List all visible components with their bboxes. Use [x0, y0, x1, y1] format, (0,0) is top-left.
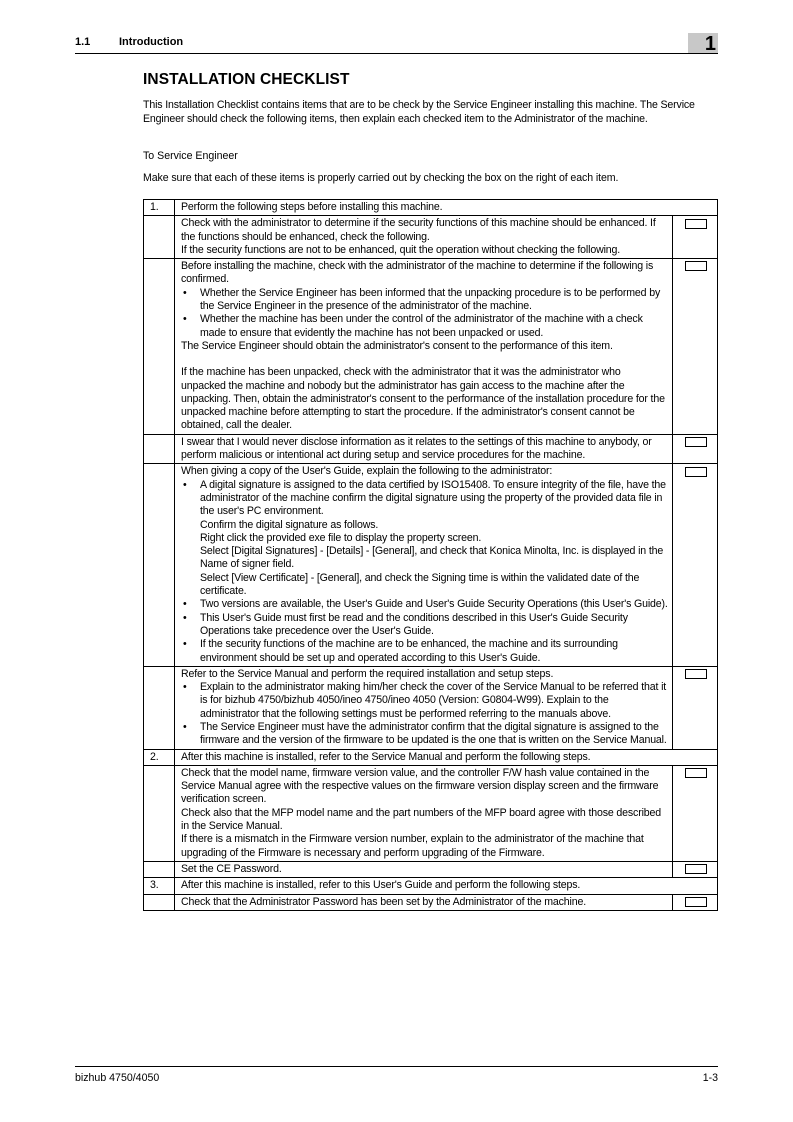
checklist-item-row	[144, 894, 718, 910]
step-number: 3.	[144, 878, 175, 894]
checklist-item-row	[144, 765, 718, 861]
bullet-item	[181, 479, 668, 599]
bullet-line: Select [View Certificate] - [General], and check the Signing time is within the validated date of the certificate.	[200, 571, 640, 598]
step-number: 1.	[144, 200, 175, 216]
checklist-item-row	[144, 861, 718, 877]
item-paragraph: The Service Engineer should obtain the administrator's consent to the performance of this item.	[181, 339, 613, 352]
checkbox-cell	[673, 216, 718, 259]
item-indent-cell	[144, 666, 175, 749]
item-indent-cell	[144, 894, 175, 910]
item-paragraph: If the machine has been unpacked, check with the administrator that it was the administrator who unpacked the machine and nobody but the administrator has gain access to the machine after the unpacking. Then, obtain the administrator's consent to the performance of the installation procedure for the unpacked machine before attempting to start the procedure. If the administrator's consent cannot be obtained, call the dealer.	[181, 366, 665, 432]
item-paragraph: If there is a mismatch in the Firmware version number, explain to the administrator of the machine that upgrading of the Firmware is necessary and perform upgrading of the Firmware.	[181, 833, 644, 859]
bullet-line: • The Service Engineer must have the administrator confirm that the digital signature is assigned to the firmware and the version of the firmware to be updated is the one that is written on the Service Manual.	[200, 720, 667, 747]
step-title: After this machine is installed, refer to the Service Manual and perform the following steps.	[175, 749, 718, 765]
bullet-item	[181, 721, 668, 748]
item-paragraph: Check that the model name, firmware version value, and the controller F/W hash value contained in the Service Manual agree with the respective values on the firmware version display screen and the firmware verification screen.	[181, 766, 659, 806]
checkbox-cell	[673, 894, 718, 910]
checkbox-cell	[673, 861, 718, 877]
check-box[interactable]	[685, 219, 707, 229]
checklist-item-row	[144, 434, 718, 464]
item-paragraph: If the security functions are not to be enhanced, quit the operation without checking the following.	[181, 243, 621, 256]
footer-model: bizhub 4750/4050	[75, 1072, 160, 1084]
checklist-item-text	[175, 894, 673, 910]
bullet-list	[181, 287, 668, 340]
bullet-list	[181, 681, 668, 747]
item-paragraph: I swear that I would never disclose information as it relates to the settings of this machine to anybody, or perform malicious or intentional act during setup and service procedures for the machine.	[181, 435, 652, 462]
bullet-line: • Whether the machine has been under the control of the administrator of the machine with a check made to ensure that evidently the machine has not been unpacked or used.	[200, 313, 643, 339]
section-title: Introduction	[119, 36, 184, 48]
bullet-line: • This User's Guide must first be read and the conditions described in this User's Guide Security Operations take precedence over the User's Guide.	[200, 611, 628, 637]
check-box[interactable]	[685, 467, 707, 477]
section-number: 1.1	[75, 36, 91, 48]
check-box[interactable]	[685, 437, 707, 447]
checklist-item-row	[144, 666, 718, 749]
checklist-item-row	[144, 259, 718, 435]
checklist-item-text	[175, 216, 673, 259]
bullet-line: • Whether the Service Engineer has been informed that the unpacking procedure is to be performed by the Service Engineer in the presence of the administrator of the machine.	[200, 286, 661, 313]
bullet-item	[181, 638, 668, 665]
item-indent-cell	[144, 861, 175, 877]
bullet-line: • Two versions are available, the User's Guide and User's Guide Security Operations (this User's Guide).	[200, 598, 668, 611]
check-box[interactable]	[685, 261, 707, 271]
checklist-item-text	[175, 259, 673, 435]
page-header	[75, 35, 718, 53]
step-row	[144, 200, 718, 216]
bullet-line: Select [Digital Signatures] - [Details] - [General], and check that Konica Minolta, Inc. is displayed in the Name of signer field.	[200, 545, 664, 571]
intro-paragraph: This Installation Checklist contains items that are to be check by the Service Engineer installing this machine. The Service Engineer should check the following items, then explain each checked item to the Administrator of the machine.	[143, 99, 695, 125]
item-indent-cell	[144, 259, 175, 435]
checklist-item-row	[144, 216, 718, 259]
to-service-engineer: To Service Engineer	[143, 150, 238, 162]
step-number: 2.	[144, 749, 175, 765]
bullet-item	[181, 287, 668, 314]
item-indent-cell	[144, 216, 175, 259]
item-paragraph: Before installing the machine, check with the administrator of the machine to determine if the following is confirmed.	[181, 260, 654, 286]
checklist-item-text	[175, 666, 673, 749]
checklist-item-text	[175, 434, 673, 464]
checkbox-cell	[673, 464, 718, 666]
footer-rule	[75, 1066, 718, 1067]
item-indent-cell	[144, 765, 175, 861]
page-title: INSTALLATION CHECKLIST	[143, 71, 350, 88]
item-paragraph: Refer to the Service Manual and perform the required installation and setup steps.	[181, 667, 554, 680]
chapter-number-tab: 1	[688, 33, 718, 53]
step-title: After this machine is installed, refer to this User's Guide and perform the following steps.	[175, 878, 718, 894]
check-box[interactable]	[685, 669, 707, 679]
checkbox-cell	[673, 434, 718, 464]
bullet-line: • If the security functions of the machine are to be enhanced, the machine and its surrounding environment should be set up and operated according to this User's Guide.	[200, 638, 618, 664]
step-title: Perform the following steps before installing this machine.	[175, 200, 718, 216]
installation-checklist-table	[143, 199, 718, 911]
step-row	[144, 878, 718, 894]
bullet-line: • A digital signature is assigned to the data certified by ISO15408. To ensure integrity of the file, have the administrator of the machine confirm the digital signature using the property of the provided data file in the user's PC environment.	[200, 478, 666, 518]
bullet-line: Confirm the digital signature as follows.	[200, 518, 379, 531]
bullet-item	[181, 313, 668, 340]
check-box[interactable]	[685, 897, 707, 907]
item-indent-cell	[144, 434, 175, 464]
check-box[interactable]	[685, 864, 707, 874]
item-indent-cell	[144, 464, 175, 666]
bullet-item	[181, 612, 668, 639]
paragraph-gap	[181, 353, 668, 366]
checklist-item-text	[175, 861, 673, 877]
bullet-line: • Explain to the administrator making him/her check the cover of the Service Manual to be referred that it is for bizhub 4750/bizhub 4050/ineo 4750/ineo 4050 (Version: G0804-W99). Explain to the administrator that the following settings must be performed referring to the manuals above.	[200, 681, 667, 720]
instruction-paragraph: Make sure that each of these items is properly carried out by checking the box on the right of each item.	[143, 172, 619, 184]
bullet-item	[181, 598, 668, 611]
checkbox-cell	[673, 666, 718, 749]
item-paragraph: Check also that the MFP model name and the part numbers of the MFP board agree with those described in the Service Manual.	[181, 806, 661, 833]
checklist-item-row	[144, 464, 718, 666]
bullet-item	[181, 681, 668, 721]
checklist-item-text	[175, 765, 673, 861]
check-box[interactable]	[685, 768, 707, 778]
step-row	[144, 749, 718, 765]
item-paragraph: Check with the administrator to determine if the security functions of this machine should be enhanced. If the functions should be enhanced, check the following.	[181, 217, 656, 243]
header-rule	[75, 53, 718, 54]
item-paragraph: Set the CE Password.	[181, 862, 282, 875]
footer-page-number: 1-3	[702, 1072, 718, 1084]
item-paragraph: Check that the Administrator Password has been set by the Administrator of the machine.	[181, 895, 587, 908]
checkbox-cell	[673, 259, 718, 435]
checklist-item-text	[175, 464, 673, 666]
bullet-line: Right click the provided exe file to display the property screen.	[200, 531, 482, 544]
bullet-list	[181, 479, 668, 665]
checkbox-cell	[673, 765, 718, 861]
item-paragraph: When giving a copy of the User's Guide, explain the following to the administrator:	[181, 465, 553, 478]
